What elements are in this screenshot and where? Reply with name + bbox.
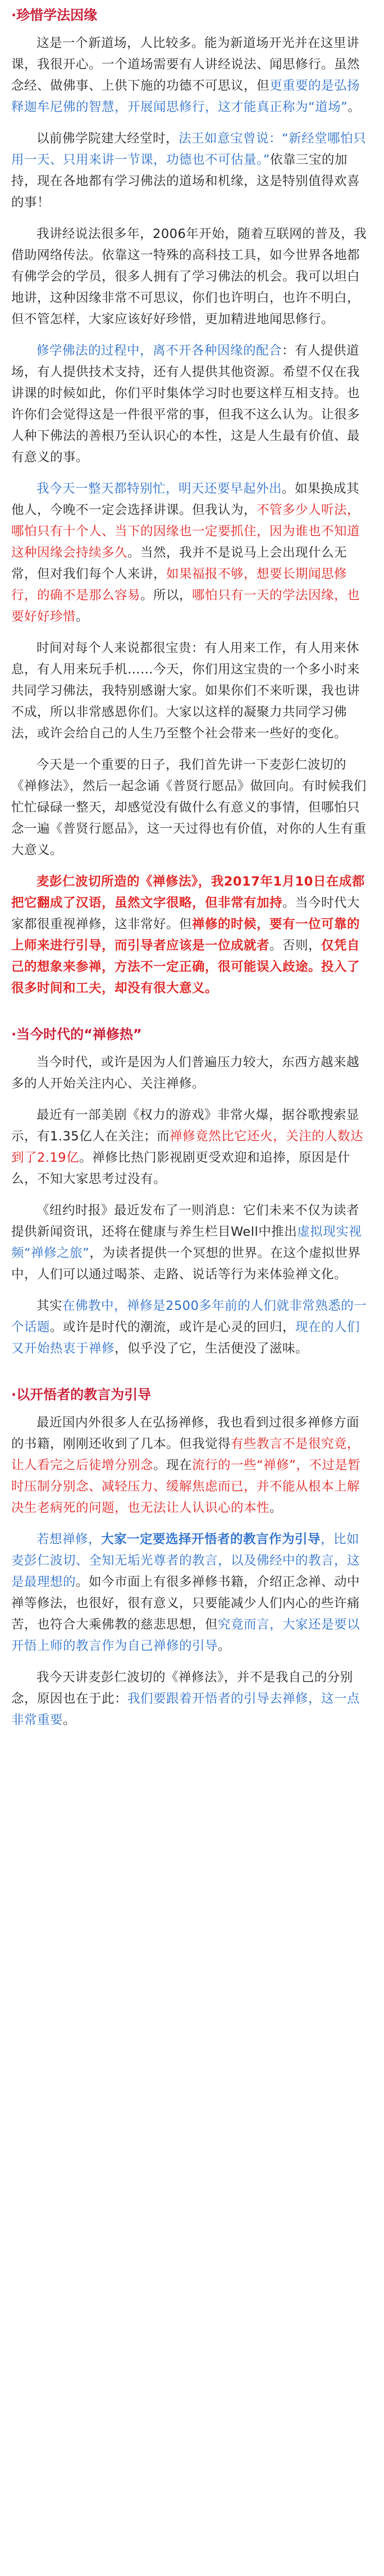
highlighted-text: 禅修竟然比它还火，关注的人数达到了2.19亿: [11, 1129, 364, 1165]
body-text: 。: [348, 100, 361, 114]
paragraph: [11, 1529, 371, 1657]
highlighted-text: 在佛教中，禅修是2500多年前的人们就非常熟悉的一个话题: [11, 1299, 367, 1335]
body-text: 。: [76, 609, 89, 624]
highlighted-text: 虚拟现实视频“禅修之旅”: [11, 1225, 362, 1261]
body-text: 最近有一部美剧《权力的游戏》非常火爆，据谷歌搜索显示，有1.35亿人在关注；而: [11, 1108, 360, 1144]
body-text: ：有人提供道场，有人提供技术支持，还有人提供其他资源。希望不仅在我讲课的时候如此，你们平时集体学习时也要这样互相支持。也许你们会觉得这是一件很平常的事，但我不这么认为。让很多人种下佛法的善根乃至认识心的本性，这是人生最有价值、最有意义的事。: [11, 343, 360, 465]
highlighted-text: 流行的一些“禅修”，不过是暂时压制分别念、减轻压力、缓解焦虑而已，并不能从根本上解决生老病死的问题，也无法让人认识心的本性: [11, 1458, 361, 1515]
body-text: 。如今市面上有很多禅修书籍，介绍正念禅、动中禅等修法，也很好，很有意义，只要能减少人们内心的些许痛苦，也符合大乘佛教的慈悲思想，但: [11, 1575, 360, 1632]
paragraph: [11, 754, 371, 861]
highlighted-text: 修学佛法的过程中，离不开各种因缘的配合: [36, 343, 282, 358]
highlighted-text: 哪怕只有一天的学法因缘，也要好好珍惜: [11, 588, 360, 624]
highlighted-text: 麦彭仁波切所造的《禅修法》，我2017年1月10日在成都把它翻成了汉语，虽然文字很略，但非常有加持: [11, 874, 365, 910]
body-text: 。或许是时代的潮流，或许是心灵的回归，: [50, 1320, 296, 1335]
paragraph: [11, 871, 371, 999]
body-text: 。: [218, 1639, 231, 1653]
highlighted-text: 若想禅修，: [36, 1532, 102, 1547]
paragraph: [11, 340, 371, 468]
section-heading: [11, 1025, 371, 1044]
highlighted-text: 现在的人们又开始热衷于禅修: [11, 1320, 360, 1356]
paragraph: [11, 638, 371, 744]
section-title: ·珍惜学法因缘: [11, 7, 98, 23]
section-spacer: [11, 1009, 371, 1024]
body-text: 。如果换成其他人，今晚不一定会选择讲课。但我认为，: [11, 482, 360, 517]
body-text: 依靠三宝的加持，现在各地都有学习佛法的道场和机缘，这是特别值得欢喜的事！: [11, 153, 360, 210]
highlighted-text: 禅修的时候，要有一位可靠的上师来进行引导，而引导者应该是一位成就者: [11, 917, 360, 953]
body-text: 我讲经说法很多年，2006年开始，随着互联网的普及，我借助网络传法。依靠这一特殊的高科技工具，如今世界各地都有佛学会的学员，很多人拥有了学习佛法的机会。我可以坦白地讲，这种因缘非常不可思议，你们也许明白，也许不明白，但不管怎样，大家应该好好珍惜，更加精进地闻思修行。: [11, 227, 367, 327]
body-text: 我今天讲麦彭仁波切的《禅修法》，并不是我自己的分别念，原因也在于此：: [11, 1670, 353, 1706]
body-text: 。当今时代大家都很重视禅修，这非常好。但: [11, 896, 360, 932]
body-text: 。: [269, 1501, 283, 1515]
body-text: 这是一个新道场，人比较多。能为新道场开光并在这里讲课，我很开心。一个道场需要有人讲经说法、闻思修行。虽然念经、做佛事、上供下施的功德不可思议，但: [11, 36, 360, 93]
paragraph: [11, 1200, 371, 1285]
section-spacer: [11, 1369, 371, 1384]
body-text: 。禅修比热门影视剧更受欢迎和追捧，原因是什么，不知大家思考过没有。: [11, 1151, 351, 1186]
body-text: 最近国内外很多人在弘扬禅修，我也看到过很多禅修方面的书籍，刚刚还收到了几本。但我觉得: [11, 1415, 360, 1451]
highlighted-text: 不管多少人听法，哪怕只有十个人、当下的因缘也一定要抓住，因为谁也不知道这种因缘会持续多久: [11, 503, 360, 560]
body-text: ，为读者提供一个冥想的世界。在这个虚拟世界中，人们可以通过喝茶、走路、说话等行为来体验禅文化。: [11, 1246, 361, 1282]
section-title: ·以开悟者的教言为引导: [11, 1387, 152, 1402]
body-text: 。: [63, 1713, 76, 1727]
section-heading: [11, 6, 371, 25]
body-text: 以前佛学院建大经堂时，: [36, 131, 179, 146]
highlighted-text: 仅凭自己的想象来参禅，方法不一定正确，很可能误入歧途。投入了很多时间和工夫，却没有很大意义。: [11, 938, 360, 996]
paragraph: [11, 128, 371, 213]
paragraph: [11, 1104, 371, 1190]
body-text: 。当然，我并不是说马上会出现什么无常，但对我们每个人来讲，: [11, 546, 348, 581]
body-text: 。所以，: [140, 588, 193, 603]
highlighted-text: 如果福报不够，想要长期闻思修行，的确不是那么容易: [11, 567, 348, 603]
body-text: ，似乎没了它，生活便没了滋味。: [115, 1341, 309, 1356]
body-text: 时间对每个人来说都很宝贵：有人用来工作，有人用来休息，有人用来玩手机……今天，你们用这宝贵的一个多小时来共同学习佛法，我特别感谢大家。如果你们不来听课，我也讲不成，所以非常感恩你们。大家以这样的凝聚力共同学习佛法，或许会给自己的人生乃至整个社会带来一些好的变化。: [11, 641, 360, 741]
highlighted-text: 更重要的是弘扬释迦牟尼佛的智慧，开展闻思修行，这才能真正称为“道场”: [11, 79, 360, 114]
body-text: 。现在: [153, 1458, 193, 1473]
body-text: 今天是一个重要的日子，我们首先讲一下麦彭仁波切的《禅修法》，然后一起念诵《普贤行愿品》做回向。有时候我们忙忙碌碌一整天，却感觉没有做什么有意义的事情，但哪怕只念一遍《普贤行愿品》，这一天过得也有价值，对你的人生有重大意义。: [11, 758, 367, 858]
highlighted-text: 有些教言不是很究竟，让人看完之后徒增分别念: [11, 1437, 360, 1473]
section-title: ·当今时代的“禅修热”: [11, 1026, 142, 1042]
highlighted-text: 究竟而言，大家还是要以开悟上师的教言作为自己禅修的引导: [11, 1617, 360, 1653]
highlighted-text: 法王如意宝曾说：“新经堂哪怕只用一天、只用来讲一节课，功德也不可估量。”: [11, 131, 367, 167]
body-text: 当今时代，或许是因为人们普遍压力较大，东西方越来越多的人开始关注内心、关注禅修。: [11, 1055, 360, 1091]
highlighted-text: 我们要跟着开悟者的引导去禅修，这一点非常重要: [11, 1692, 360, 1727]
paragraph: [11, 1667, 371, 1731]
paragraph: [11, 1295, 371, 1359]
paragraph: [11, 1412, 371, 1519]
highlighted-text: 大家一定要选择开悟者的教言作为引导: [101, 1532, 321, 1547]
section-heading: [11, 1385, 371, 1404]
highlighted-text: 我今天一整天都特别忙，明天还要早起外出: [36, 482, 282, 496]
paragraph: [11, 223, 371, 330]
paragraph: [11, 33, 371, 118]
paragraph: [11, 478, 371, 627]
highlighted-text: ，比如麦彭仁波切、全知无垢光尊者的教言，以及佛经中的教言，这是最理想的: [11, 1532, 360, 1589]
body-text: 。否则，: [269, 938, 322, 953]
paragraph: [11, 1052, 371, 1094]
body-text: 其实: [36, 1299, 63, 1313]
body-text: 《纽约时报》最近发布了一则消息：它们未来不仅为读者提供新闻资讯，还将在健康与养生栏目Well中推出: [11, 1203, 360, 1239]
